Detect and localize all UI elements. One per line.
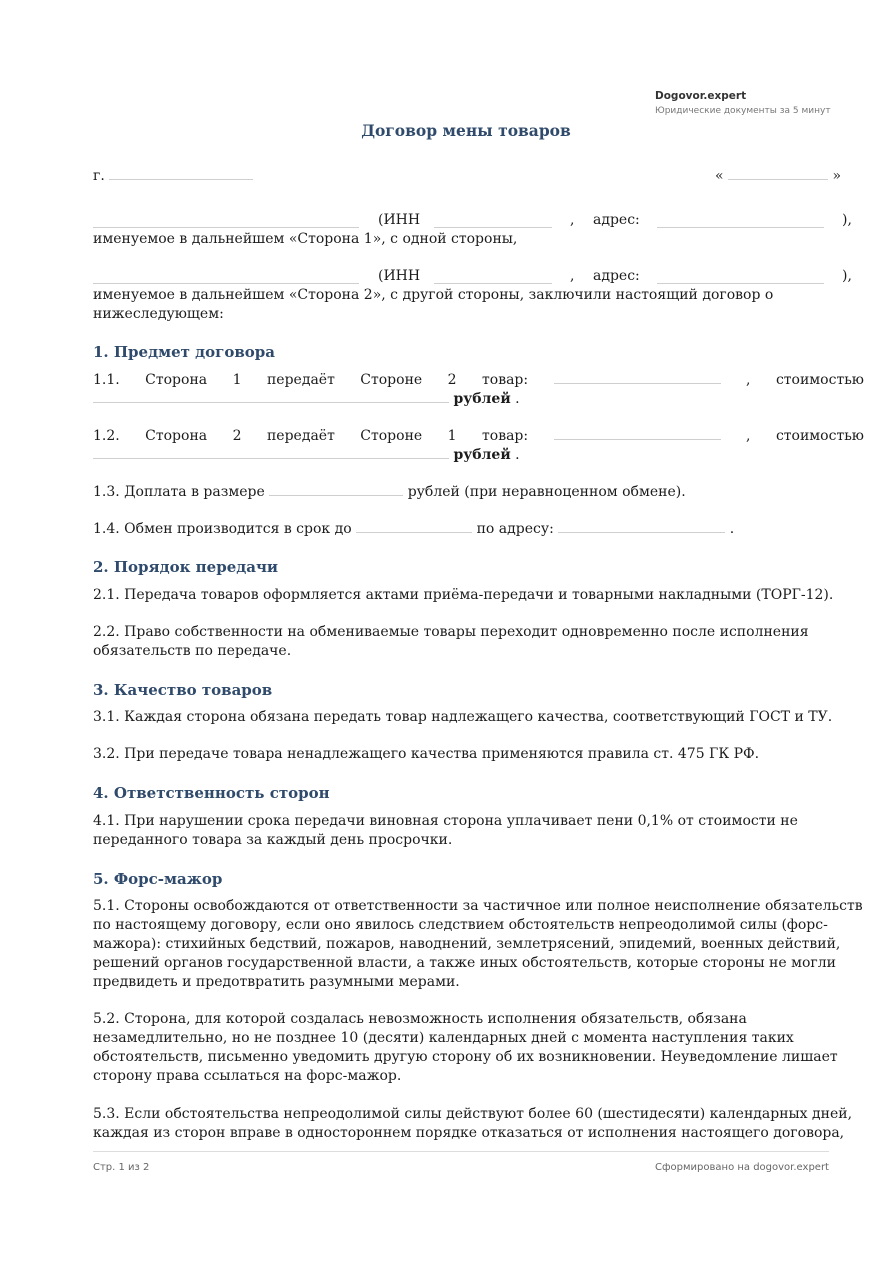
section3-heading: 3. Качество товаров — [93, 681, 273, 699]
city-blank — [109, 167, 253, 180]
party2-inn-label: (ИНН — [378, 268, 421, 284]
clause-word: Сторона — [145, 372, 208, 388]
exchange-address-blank — [558, 520, 725, 533]
party1-designation: именуемое в дальнейшем «Сторона 1», с одной стороны, — [93, 231, 518, 247]
clause-comma: , — [746, 372, 751, 388]
clause-word: стоимостью — [775, 372, 864, 388]
clause-word: 1 — [447, 428, 457, 444]
clause-3-2: 3.2. При передаче товара ненадлежащего качества применяются правила ст. 475 ГК РФ. — [93, 746, 760, 762]
generated-note: Сформировано на dogovor.expert — [655, 1162, 829, 1173]
footer-divider — [93, 1151, 829, 1152]
clause-2-2: 2.2. Право собственности на обмениваемые товары переходит одновременно после исполнения обязательств по передаче. — [93, 624, 809, 659]
section2-heading: 2. Порядок передачи — [93, 558, 279, 576]
party2-designation: именуемое в дальнейшем «Сторона 2», с другой стороны, заключили настоящий договор о — [93, 287, 774, 303]
section4-heading: 4. Ответственность сторон — [93, 784, 330, 802]
party1-close: ), — [842, 212, 852, 228]
clause-word: стоимостью — [775, 428, 864, 444]
goods1-blank — [554, 371, 721, 384]
clause-1-2-line2 — [93, 446, 520, 465]
clause-1-1-line1 — [93, 371, 864, 390]
party2-inn-blank — [434, 271, 552, 284]
party2-address-label: адрес: — [593, 268, 640, 284]
clause-1-2-line1 — [93, 427, 864, 446]
clause-1-2-number: 1.2. — [93, 428, 120, 444]
document-title: Договор мены товаров — [361, 121, 571, 140]
party2-close: ), — [842, 268, 852, 284]
page-number: Стр. 1 из 2 — [93, 1162, 150, 1173]
clause-1-3-text: 1.3. Доплата в размере — [93, 484, 265, 500]
party1-address-blank — [657, 215, 824, 228]
city-line — [93, 167, 253, 186]
clause-1-1-line2 — [93, 390, 520, 409]
date-blank — [728, 167, 828, 180]
section5-heading: 5. Форс-мажор — [93, 870, 223, 888]
party2-comma: , — [570, 268, 575, 284]
brand-tagline: Юридические документы за 5 минут — [655, 106, 831, 116]
clause-2-1: 2.1. Передача товаров оформляется актами приёма-передачи и товарными накладными (ТОРГ-12). — [93, 587, 834, 603]
clause-word: товар: — [482, 428, 529, 444]
party2-designation-cont: нижеследующем: — [93, 306, 224, 322]
cost2-blank — [93, 446, 449, 459]
date-line — [715, 167, 841, 186]
clause-5-1: 5.1. Стороны освобождаются от ответственности за частичное или полное неисполнение обязательств по настоящему договору, если оно явилось следствием обстоятельств непреодолимой силы (форс-мажора): стихийных бедствий, пожаров, наводнений, землетрясений, эпидемий, военных действий, решений органов государственной власти, а также иных обстоятельств, которые стороны не могли предвидеть и предотвратить разумными мерами. — [93, 898, 863, 990]
date-open-quote: « — [715, 168, 724, 184]
party1-name-blank — [93, 215, 359, 228]
deadline-blank — [356, 520, 472, 533]
brand-name: Dogovor.expert — [655, 90, 747, 102]
clause-word: Сторона — [145, 428, 208, 444]
party1-inn-blank — [434, 215, 552, 228]
clause-4-1: 4.1. При нарушении срока передачи виновная сторона уплачивает пени 0,1% от стоимости не переданного товара за каждый день просрочки. — [93, 813, 798, 848]
party2-address-blank — [657, 271, 824, 284]
clause-word: Стороне — [360, 372, 423, 388]
brand-block — [655, 89, 831, 118]
clause-word: передаёт — [266, 428, 335, 444]
date-close-quote: » — [832, 168, 842, 184]
party1-inn-label: (ИНН — [378, 212, 421, 228]
clause-5-2: 5.2. Сторона, для которой создалась невозможность исполнения обязательств, обязана незамедлительно, но не позднее 10 (десяти) календарных дней с момента наступления таких обстоятельств, письменно уведомить другую сторону об их возникновении. Неуведомление лишает сторону права ссылаться на форс-мажор. — [93, 1011, 838, 1084]
clause-word: товар: — [482, 372, 529, 388]
clause-comma: , — [746, 428, 751, 444]
party1-address-label: адрес: — [593, 212, 640, 228]
clause-word: передаёт — [266, 372, 335, 388]
clause-3-1: 3.1. Каждая сторона обязана передать товар надлежащего качества, соответствующий ГОСТ и ТУ. — [93, 709, 833, 725]
clause-1-1-number: 1.1. — [93, 372, 120, 388]
cost1-blank — [93, 390, 449, 403]
clause-rub: рублей — [453, 391, 511, 407]
surcharge-blank — [269, 483, 403, 496]
clause-dot: . — [515, 447, 520, 463]
party1-comma: , — [570, 212, 575, 228]
clause-word: 1 — [232, 372, 242, 388]
clause-word: 2 — [447, 372, 457, 388]
clause-1-3-text-end: рублей (при неравноценном обмене). — [407, 484, 686, 500]
section1-heading: 1. Предмет договора — [93, 343, 275, 361]
party2-name-blank — [93, 271, 359, 284]
clause-word: 2 — [232, 428, 242, 444]
clause-1-4 — [93, 520, 734, 539]
clause-1-3 — [93, 483, 686, 502]
goods2-blank — [554, 427, 721, 440]
clause-5-3: 5.3. Если обстоятельства непреодолимой силы действуют более 60 (шестидесяти) календарных дней, каждая из сторон вправе в одностороннем порядке отказаться от исполнения настоящего договора, — [93, 1106, 853, 1141]
city-prefix: г. — [93, 168, 105, 184]
clause-word: Стороне — [360, 428, 423, 444]
clause-rub: рублей — [453, 447, 511, 463]
clause-dot: . — [729, 521, 735, 537]
clause-dot: . — [515, 391, 520, 407]
clause-1-4-text: 1.4. Обмен производится в срок до — [93, 521, 352, 537]
clause-1-4-address-label: по адресу: — [476, 521, 554, 537]
